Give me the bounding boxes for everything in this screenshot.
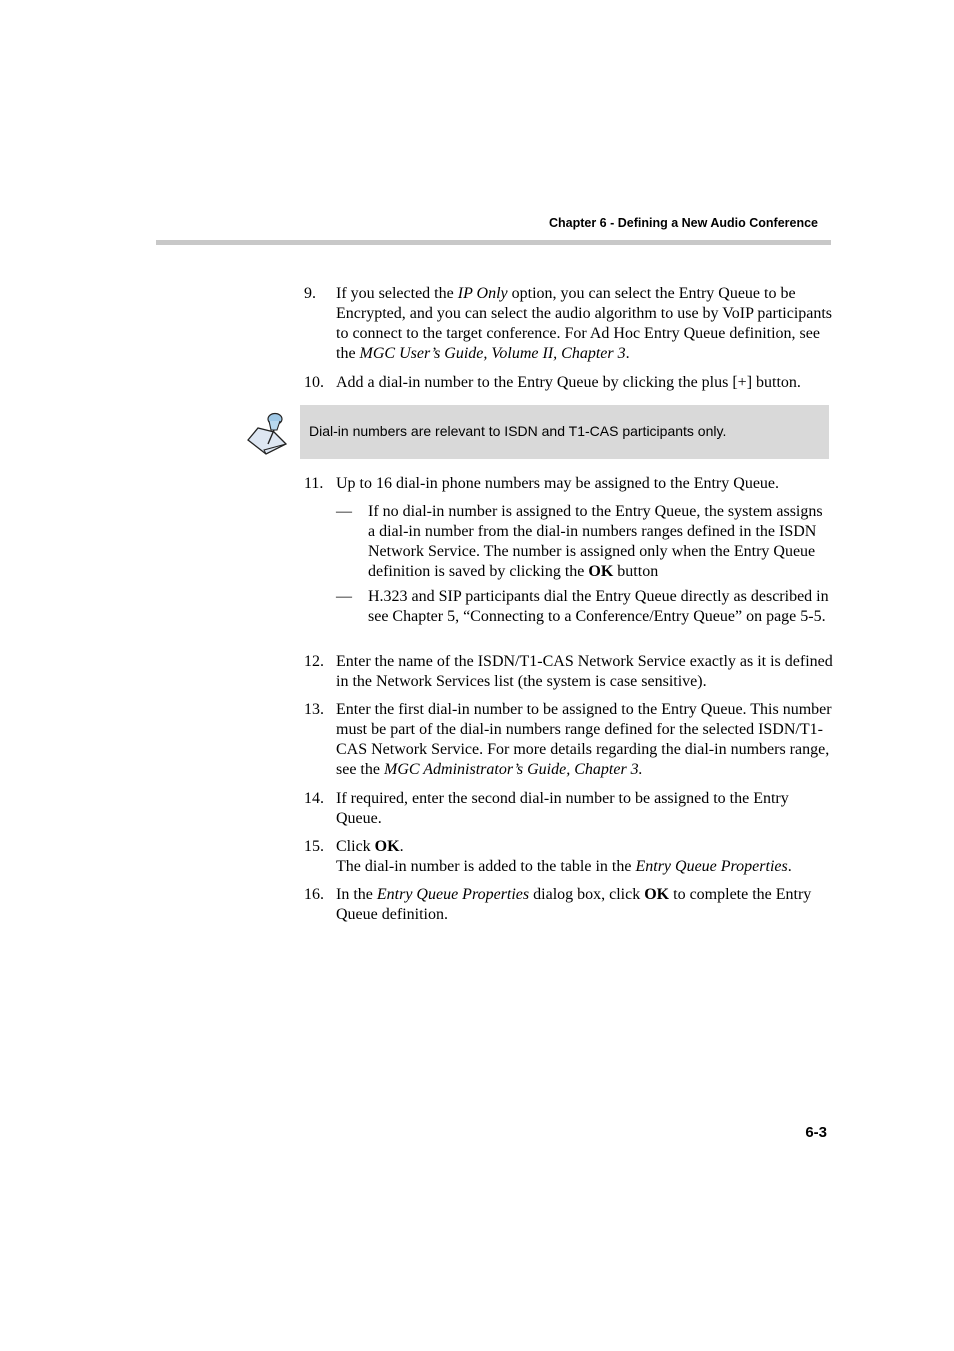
note-box — [300, 405, 829, 459]
step-number: 12. — [304, 653, 324, 670]
step-number: 11. — [304, 475, 324, 492]
step-text: Enter the first dial-in number to be assigned to the Entry Queue. This number must be part of the dial-in numbers range defined for the selected ISDN/T1-CAS Network Service. For more details regarding the dial-in numbers range, see the MGC Administrator’s Guide, Chapter 3. — [336, 701, 832, 778]
step-number: 16. — [304, 886, 324, 903]
sub-item-text: H.323 and SIP participants dial the Entry Queue directly as described in see Chapter 5, “Connecting to a Conference/Entry Queue” on page 5-5. — [368, 588, 829, 625]
step-text: Enter the name of the ISDN/T1-CAS Network Service exactly as it is defined in the Network Services list (the system is case sensitive). — [336, 653, 833, 690]
step-number: 9. — [304, 285, 316, 302]
step-text: Click OK. The dial-in number is added to the table in the Entry Queue Properties. — [336, 838, 792, 875]
step-number: 13. — [304, 701, 324, 718]
step-text: In the Entry Queue Properties dialog box, click OK to complete the Entry Queue definition. — [336, 886, 812, 923]
dash-bullet: — — [336, 503, 352, 520]
page-number: 6-3 — [805, 1124, 827, 1141]
note-pin-icon — [244, 410, 290, 456]
dash-bullet: — — [336, 588, 352, 605]
sub-item-text: If no dial-in number is assigned to the Entry Queue, the system assigns a dial-in number from the dial-in numbers ranges defined in the ISDN Network Service. The number is assigned only when the Entry Queue definition is saved by clicking the OK button — [368, 503, 823, 580]
note-text: Dial-in numbers are relevant to ISDN and T1-CAS participants only. — [309, 423, 727, 439]
step-number: 15. — [304, 838, 324, 855]
header-rule — [156, 240, 831, 245]
step-number: 14. — [304, 790, 324, 807]
step-text: If you selected the IP Only option, you can select the Entry Queue to be Encrypted, and you can select the audio algorithm to use by VoIP participants to connect to the target conference. For Ad Hoc Entry Queue definition, see the MGC User’s Guide, Volume II, Chapter 3. — [336, 285, 833, 362]
step-text: If required, enter the second dial-in number to be assigned to the Entry Queue. — [336, 790, 789, 827]
step-text: Up to 16 dial-in phone numbers may be assigned to the Entry Queue. — [336, 475, 780, 492]
running-header: Chapter 6 - Defining a New Audio Conference — [548, 216, 818, 230]
step-text: Add a dial-in number to the Entry Queue by clicking the plus [+] button. — [336, 374, 801, 391]
step-number: 10. — [304, 374, 324, 391]
